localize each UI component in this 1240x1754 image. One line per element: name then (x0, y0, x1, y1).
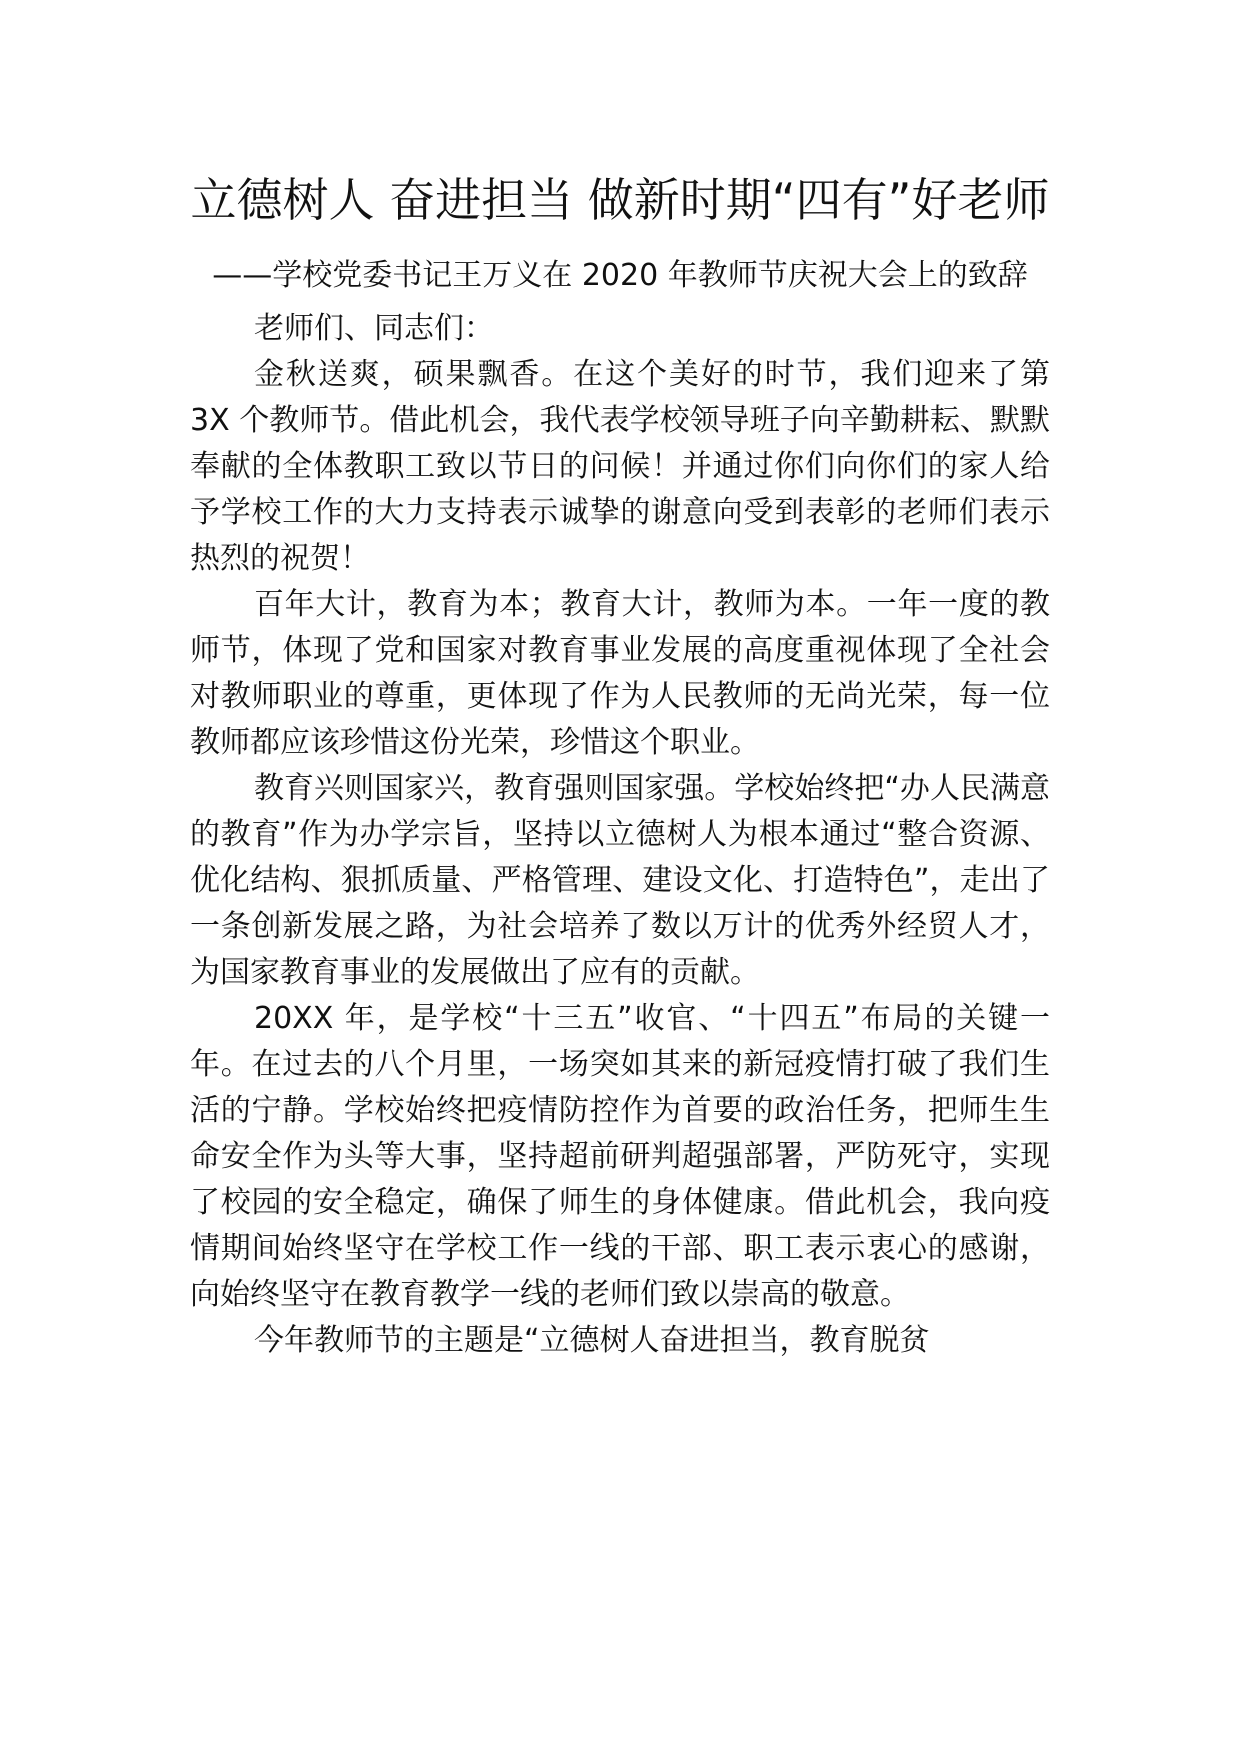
paragraph-5: 今年教师节的主题是“立德树人奋进担当，教育脱贫 (254, 1323, 930, 1358)
document-page (190, 150, 1050, 1364)
paragraph-2: 百年大计，教育为本；教育大计，教师为本。一年一度的教师节，体现了党和国家对教育事业发展的高度重视体现了全社会对教师职业的尊重，更体现了作为人民教师的无尚光荣，每一位教师都应该珍惜这份光荣，珍惜这个职业。 (190, 587, 1050, 760)
paragraph-4: 20XX 年，是学校“十三五”收官、“十四五”布局的关键一年。在过去的八个月里，一场突如其来的新冠疫情打破了我们生活的宁静。学校始终把疫情防控作为首要的政治任务，把师生生命安全作为头等大事，坚持超前研判超强部署，严防死守，实现了校园的安全稳定，确保了师生的身体健康。借此机会，我向疫情期间始终坚守在学校工作一线的干部、职工表示衷心的感谢，向始终坚守在教育教学一线的老师们致以崇高的敬意。 (190, 1001, 1050, 1312)
paragraph-3: 教育兴则国家兴，教育强则国家强。学校始终把“办人民满意的教育”作为办学宗旨，坚持以立德树人为根本通过“整合资源、优化结构、狠抓质量、严格管理、建设文化、打造特色”，走出了一条创新发展之路，为社会培养了数以万计的优秀外经贸人才，为国家教育事业的发展做出了应有的贡献。 (190, 771, 1050, 990)
document-subtitle: ——学校党委书记王万义在 2020 年教师节庆祝大会上的致辞 (212, 258, 1028, 293)
salutation: 老师们、同志们： (254, 311, 494, 346)
paragraph-1: 金秋送爽，硕果飘香。在这个美好的时节，我们迎来了第 3X 个教师节。借此机会，我代表学校领导班子向辛勤耕耘、默默奉献的全体教职工致以节日的问候！并通过你们向你们的家人给予学校工作的大力支持表示诚挚的谢意向受到表彰的老师们表示热烈的祝贺！ (190, 357, 1050, 576)
document-title: 立德树人 奋进担当 做新时期“四有”好老师 (190, 173, 1050, 227)
